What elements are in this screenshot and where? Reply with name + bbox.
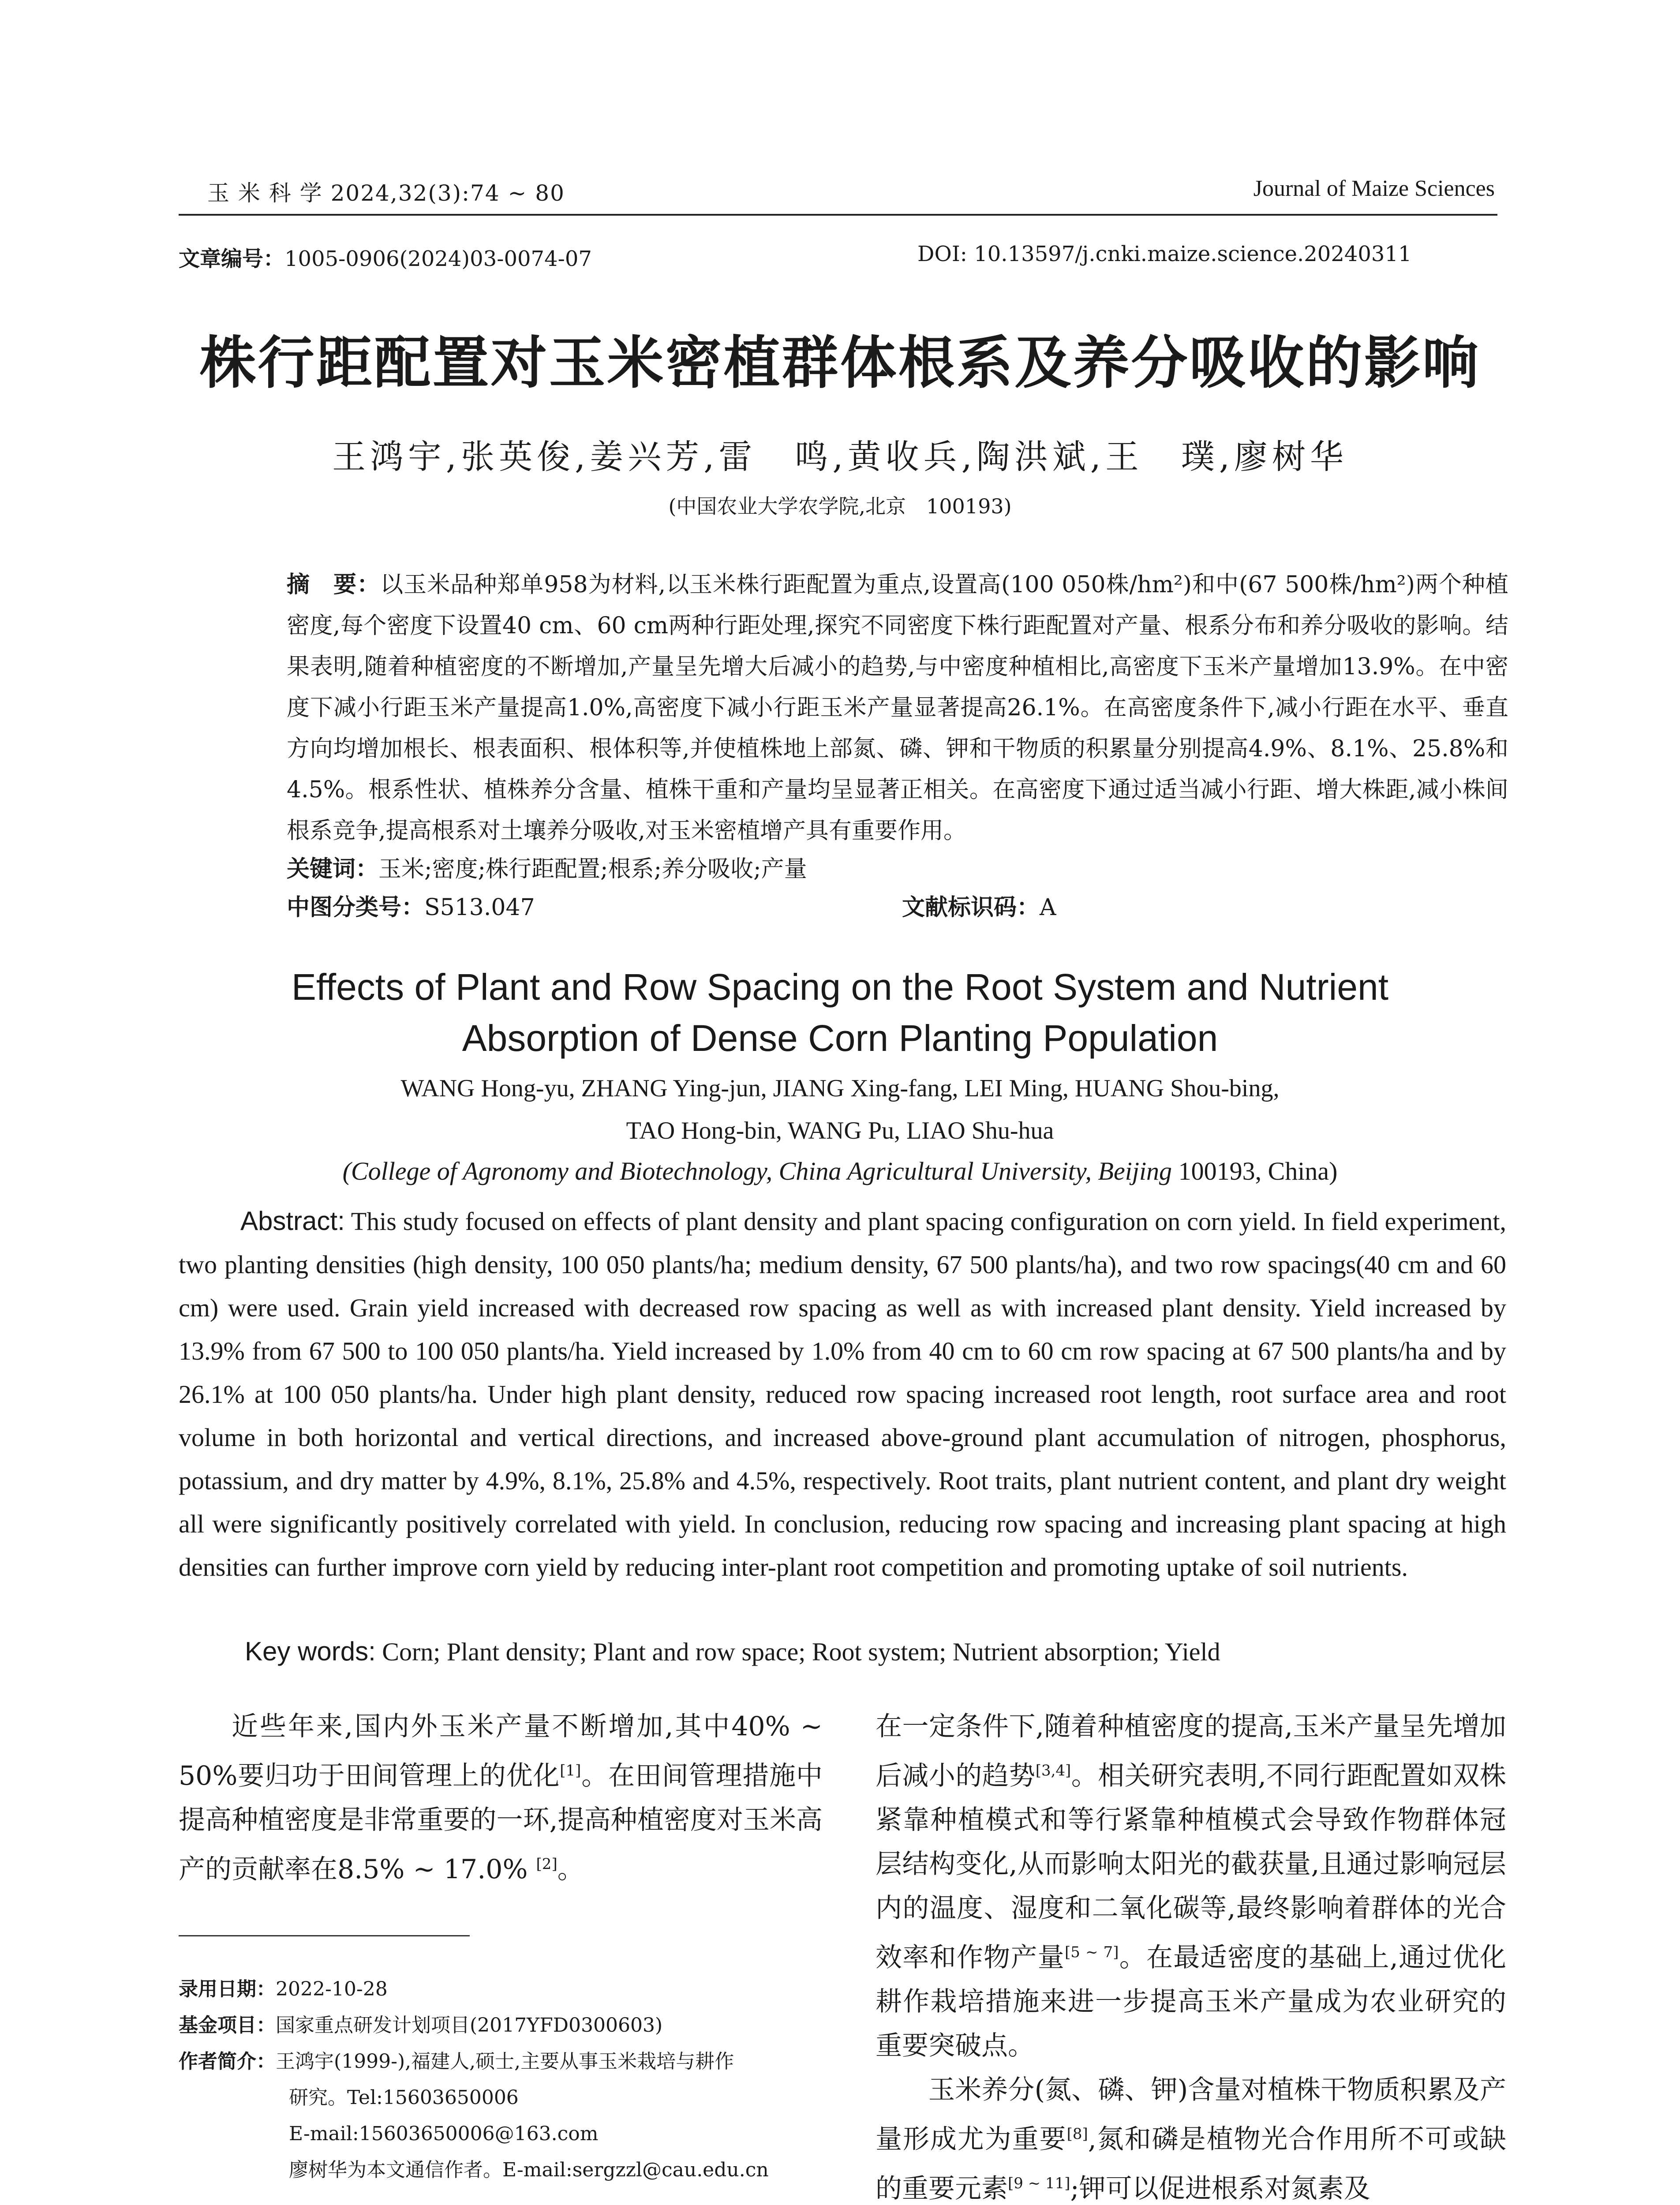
keywords-en xyxy=(245,1636,1506,1667)
received-value: 2022-10-28 xyxy=(276,1978,388,2000)
article-number-value: 1005-0906(2024)03-0074-07 xyxy=(284,247,592,271)
fund-value: 国家重点研发计划项目(2017YFD0300603) xyxy=(276,2014,663,2037)
abstract-cn xyxy=(287,564,1508,852)
author-bio-line1: 王鸿宇(1999-),福建人,硕士,主要从事玉米栽培与耕作 xyxy=(276,2050,734,2073)
citation: [5 ~ 7] xyxy=(1065,1943,1119,1961)
affiliation-en-tail: 100193, China) xyxy=(1172,1157,1338,1185)
document-code-label: 文献标识码： xyxy=(902,894,1040,921)
authors-en-line1: WANG Hong-yu, ZHANG Ying-jun, JIANG Xing-fang, LEI Ming, HUANG Shou-bing, xyxy=(400,1075,1280,1102)
authors-en xyxy=(0,1067,1680,1152)
abstract-en-text: This study focused on effects of plant density and plant spacing configuration on corn yield. In field experiment, two planting densities (high density, 100 050 plants/ha; medium density, 67 500 plants/ha), and two row spacings(40 cm and 60 cm) were used. Grain yield increased with decreased row spacing as well as with increased plant density. Yield increased by 13.9% from 67 500 to 100 050 plants/ha. Yield increased by 1.0% from 40 cm to 60 cm row spacing at 67 500 plants/ha and by 26.1% at 100 050 plants/ha. Under high plant density, reduced row spacing increased root length, root surface area and root volume in both horizontal and vertical directions, and increased above-ground plant accumulation of nitrogen, phosphorus, potassium, and dry matter by 4.9%, 8.1%, 25.8% and 4.5%, respectively. Root traits, plant nutrient content, and plant dry weight all were significantly positively correlated with yield. In conclusion, reducing row spacing and increasing plant spacing at high densities can further improve corn yield by reducing inter-plant root competition and promoting uptake of soil nutrients. xyxy=(179,1207,1506,1581)
abstract-en-label: Abstract: xyxy=(240,1206,345,1236)
corresponding-author: 廖树华为本文通信作者。E-mail:sergzzl@cau.edu.cn xyxy=(289,2159,769,2181)
body-right-column xyxy=(876,1704,1506,2205)
document-code-value: A xyxy=(1040,894,1056,921)
journal-header-en: Journal of Maize Sciences xyxy=(1253,176,1495,201)
citation: [2] xyxy=(536,1855,558,1873)
authors-en-line2: TAO Hong-bin, WANG Pu, LIAO Shu-hua xyxy=(626,1117,1054,1144)
affiliation-cn: (中国农业大学农学院,北京 100193) xyxy=(668,494,1012,518)
author-bio xyxy=(179,2044,823,2080)
text: 近些年来,国内外玉米产量不断增加,其中40% ~ 50%要归功于田间管理上的优化 xyxy=(179,1711,823,1791)
abstract-cn-label: 摘 要： xyxy=(287,572,381,598)
citation: [1] xyxy=(560,1762,581,1779)
text: 玉米养分(氮、磷、钾)含量对植株干物质积累及产量形成尤为重要 xyxy=(876,2074,1506,2155)
header-rule xyxy=(179,214,1497,216)
title-en-line1: Effects of Plant and Row Spacing on the Root System and Nutrient xyxy=(291,966,1389,1008)
received-date xyxy=(179,1971,823,2007)
received-label: 录用日期： xyxy=(179,1978,276,2000)
paragraph xyxy=(179,1704,823,1891)
keywords-cn-label: 关键词： xyxy=(287,856,379,882)
text: 。 xyxy=(557,1854,584,1885)
text: 。在田间管理措施中提高种植密度是非常重要的一环,提高种植密度对玉米高产的贡献率在8.5% ~ 17.0% xyxy=(179,1760,823,1885)
paragraph xyxy=(876,2068,1506,2205)
fund-label: 基金项目： xyxy=(179,2014,276,2037)
abstract-cn-text: 以玉米品种郑单958为材料,以玉米株行距配置为重点,设置高(100 050株/hm²)和中(67 500株/hm²)两个种植密度,每个密度下设置40 cm、60 cm两种行距处理,探究不同密度下株行距配置对产量、根系分布和养分吸收的影响。结果表明,随着种植密度的不断增加,产量呈先增大后减小的趋势,与中密度种植相比,高密度下玉米产量增加13.9%。在中密度下减小行距玉米产量提高1.0%,高密度下减小行距玉米产量显著提高26.1%。在高密度条件下,减小行距在水平、垂直方向均增加根长、根表面积、根体积等,并使植株地上部氮、磷、钾和干物质的积累量分别提高4.9%、8.1%、25.8%和4.5%。根系性状、植株养分含量、植株干重和产量均呈显著正相关。在高密度下通过适当减小行距、增大株距,减小株间根系竞争,提高根系对土壤养分吸收,对玉米密植增产具有重要作用。 xyxy=(287,572,1509,844)
text: 。在最适密度的基础上,通过优化耕作栽培措施来进一步提高玉米产量成为农业研究的重要突破点。 xyxy=(876,1942,1506,2061)
citation: [8] xyxy=(1066,2125,1088,2143)
title-en-line2: Absorption of Dense Corn Planting Population xyxy=(462,1017,1218,1059)
text: 在一定条件下,随着种植密度的提高,玉米产量呈先增加后减小的趋势 xyxy=(876,1711,1506,1791)
title-en xyxy=(0,961,1680,1064)
text: ,氮和磷是植物光合作用所不可或缺的重要元素 xyxy=(876,2124,1507,2204)
keywords-cn-text: 玉米;密度;株行距配置;根系;养分吸收;产量 xyxy=(378,856,807,882)
paragraph xyxy=(876,1704,1506,2068)
document-code xyxy=(902,887,1431,928)
title-cn: 株行距配置对玉米密植群体根系及养分吸收的影响 xyxy=(199,330,1481,396)
article-number xyxy=(179,242,592,272)
doi: DOI: 10.13597/j.cnki.maize.science.20240311 xyxy=(917,242,1412,266)
body-left-column xyxy=(179,1704,823,1891)
abstract-en xyxy=(179,1200,1506,1589)
author-email: E-mail:15603650006@163.com xyxy=(289,2123,599,2145)
text: ;钾可以促进根系对氮素及 xyxy=(1070,2173,1370,2204)
footnote-rule xyxy=(179,1935,470,1936)
footnote xyxy=(179,1971,823,2188)
citation: [3,4] xyxy=(1035,1762,1071,1779)
text: 。相关研究表明,不同行距配置如双株紧靠种植模式和等行紧靠种植模式会导致作物群体冠层结构变化,从而影响太阳光的截获量,且通过影响冠层内的温度、湿度和二氧化碳等,最终影响着群体的光合效率和作物产量 xyxy=(876,1760,1507,1973)
clc-label: 中图分类号： xyxy=(287,894,425,921)
affiliation-en xyxy=(0,1156,1680,1186)
affiliation-en-main: (College of Agronomy and Biotechnology, China Agricultural University, Beijing xyxy=(342,1157,1172,1185)
author-bio-line2: 研究。Tel:15603650006 xyxy=(289,2086,519,2109)
article-number-label: 文章编号： xyxy=(179,247,285,271)
keywords-en-label: Key words: xyxy=(245,1637,376,1666)
journal-header-cn: 玉 米 科 学 2024,32(3):74 ~ 80 xyxy=(207,180,565,206)
citation: [9 ~ 11] xyxy=(1008,2175,1070,2192)
fund-project xyxy=(179,2007,823,2044)
keywords-en-text: Corn; Plant density; Plant and row space; Root system; Nutrient absorption; Yield xyxy=(375,1637,1220,1666)
author-bio-label: 作者简介： xyxy=(179,2050,276,2073)
clc-value: S513.047 xyxy=(424,894,535,921)
authors-cn: 王鸿宇,张英俊,姜兴芳,雷 鸣,黄收兵,陶洪斌,王 璞,廖树华 xyxy=(332,437,1348,476)
keywords-cn xyxy=(287,849,1508,890)
clc-number xyxy=(287,887,860,928)
